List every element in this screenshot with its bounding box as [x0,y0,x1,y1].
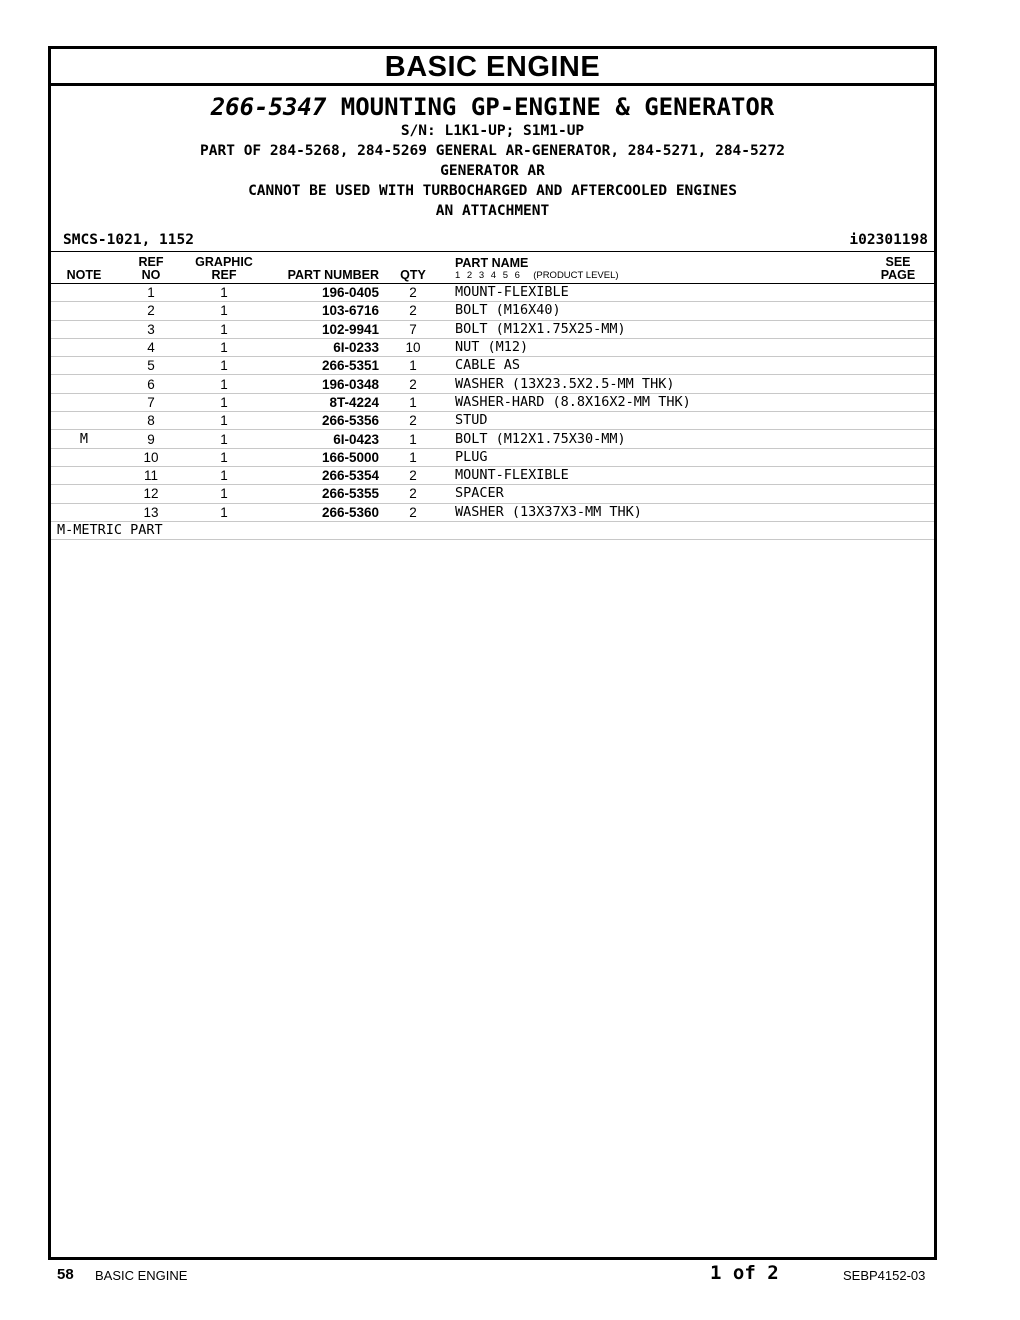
note-cell [51,302,117,320]
graphic-ref-cell: 1 [185,375,263,393]
qty-cell: 1 [379,393,447,411]
smcs-code: SMCS-1021, 1152 [63,232,194,248]
part-name-cell: BOLT (M12X1.75X25-MM) [447,320,862,338]
graphic-ref-cell: 1 [185,284,263,302]
qty-cell: 1 [379,357,447,375]
note-cell: M [51,430,117,448]
part-name-label: PART NAME [455,256,529,270]
ref-no-cell: 10 [117,448,185,466]
see-page-cell [862,284,934,302]
ref-no-cell: 2 [117,302,185,320]
part-name-cell: WASHER (13X23.5X2.5-MM THK) [447,375,862,393]
see-page-cell [862,375,934,393]
group-heading [51,86,934,221]
group-name: MOUNTING GP-ENGINE & GENERATOR [340,93,775,121]
part-number-cell: 266-5351 [263,357,379,375]
group-part-number: 266-5347 [210,93,327,121]
qty-cell: 1 [379,430,447,448]
col-part-name [447,252,862,284]
qty-cell: 2 [379,503,447,521]
note-cell [51,412,117,430]
part-number-cell: 196-0405 [263,284,379,302]
see-page-cell [862,357,934,375]
ref-no-cell: 8 [117,412,185,430]
section-title: BASIC ENGINE [51,49,934,86]
table-row [51,503,934,521]
part-name-cell: SPACER [447,485,862,503]
note-cell [51,338,117,356]
part-name-cell: MOUNT-FLEXIBLE [447,284,862,302]
page-frame [48,46,937,1260]
table-row [51,338,934,356]
see-page-cell [862,412,934,430]
ref-no-cell: 4 [117,338,185,356]
col-graphic-ref: GRAPHIC REF [185,252,263,284]
part-number-cell: 266-5356 [263,412,379,430]
see-page-cell [862,485,934,503]
smcs-row [51,229,934,252]
footnote-row [51,521,934,539]
graphic-ref-cell: 1 [185,466,263,484]
part-name-cell: STUD [447,412,862,430]
qty-cell: 7 [379,320,447,338]
part-name-cell: PLUG [447,448,862,466]
restriction-line: CANNOT BE USED WITH TURBOCHARGED AND AFTERCOOLED ENGINES [248,183,737,199]
table-row [51,284,934,302]
qty-cell: 2 [379,485,447,503]
graphic-ref-cell: 1 [185,485,263,503]
qty-cell: 2 [379,302,447,320]
ref-no-cell: 1 [117,284,185,302]
part-number-cell: 103-6716 [263,302,379,320]
ref-no-cell: 11 [117,466,185,484]
part-name-cell: WASHER (13X37X3-MM THK) [447,503,862,521]
note-cell [51,284,117,302]
qty-cell: 1 [379,448,447,466]
see-page-cell [862,430,934,448]
ref-no-cell: 9 [117,430,185,448]
note-cell [51,357,117,375]
document-id: SEBP4152-03 [843,1268,926,1283]
page-of: 1 of 2 [710,1262,779,1284]
part-name-cell: CABLE AS [447,357,862,375]
col-ref-no: REF NO [117,252,185,284]
part-name-cell: BOLT (M12X1.75X30-MM) [447,430,862,448]
attachment-line: AN ATTACHMENT [435,203,550,219]
part-number-cell: 102-9941 [263,320,379,338]
qty-cell: 10 [379,338,447,356]
part-number-cell: 6I-0233 [263,338,379,356]
table-header-row [51,252,934,284]
ref-no-cell: 13 [117,503,185,521]
page-footer [0,1262,1020,1292]
table-row [51,375,934,393]
note-cell [51,503,117,521]
see-page-cell [862,320,934,338]
part-number-cell: 8T-4224 [263,393,379,411]
part-name-cell: MOUNT-FLEXIBLE [447,466,862,484]
see-page-cell [862,393,934,411]
note-cell [51,485,117,503]
qty-cell: 2 [379,412,447,430]
see-page-cell [862,302,934,320]
table-row [51,448,934,466]
graphic-ref-cell: 1 [185,302,263,320]
table-row [51,430,934,448]
graphic-ref-cell: 1 [185,393,263,411]
part-number-cell: 266-5360 [263,503,379,521]
graphic-ref-cell: 1 [185,412,263,430]
page-number: 58 [57,1266,74,1283]
footer-section: BASIC ENGINE [95,1268,188,1283]
product-levels: 1 2 3 4 5 6 (PRODUCT LEVEL) [455,270,619,281]
part-of-line: PART OF 284-5268, 284-5269 GENERAL AR-GENERATOR, 284-5271, 284-5272 [200,143,785,159]
ref-no-cell: 6 [117,375,185,393]
qty-cell: 2 [379,466,447,484]
col-note: NOTE [51,252,117,284]
ref-no-cell: 5 [117,357,185,375]
table-row [51,320,934,338]
graphic-ref-cell: 1 [185,430,263,448]
note-cell [51,393,117,411]
part-number-cell: 266-5355 [263,485,379,503]
part-name-cell: NUT (M12) [447,338,862,356]
table-row [51,466,934,484]
part-number-cell: 196-0348 [263,375,379,393]
part-number-cell: 6I-0423 [263,430,379,448]
col-qty: QTY [379,252,447,284]
part-number-cell: 166-5000 [263,448,379,466]
part-name-cell: BOLT (M16X40) [447,302,862,320]
ref-no-cell: 7 [117,393,185,411]
qty-cell: 2 [379,375,447,393]
metric-footnote: M-METRIC PART [51,521,934,539]
note-cell [51,466,117,484]
see-page-cell [862,338,934,356]
parts-body [51,284,934,522]
col-part-number: PART NUMBER [263,252,379,284]
note-cell [51,448,117,466]
graphic-ref-cell: 1 [185,357,263,375]
parts-table [51,252,934,540]
note-cell [51,375,117,393]
generator-line: GENERATOR AR [440,163,545,179]
ref-no-cell: 12 [117,485,185,503]
part-number-cell: 266-5354 [263,466,379,484]
table-row [51,485,934,503]
part-name-cell: WASHER-HARD (8.8X16X2-MM THK) [447,393,862,411]
group-title [51,93,934,121]
serial-number-line: S/N: L1K1-UP; S1M1-UP [400,123,585,139]
illustration-id: i02301198 [849,232,928,248]
see-page-cell [862,503,934,521]
table-row [51,302,934,320]
qty-cell: 2 [379,284,447,302]
graphic-ref-cell: 1 [185,320,263,338]
see-page-cell [862,466,934,484]
see-page-cell [862,448,934,466]
note-cell [51,320,117,338]
ref-no-cell: 3 [117,320,185,338]
graphic-ref-cell: 1 [185,448,263,466]
table-row [51,393,934,411]
graphic-ref-cell: 1 [185,338,263,356]
table-row [51,412,934,430]
table-row [51,357,934,375]
col-see-page: SEE PAGE [862,252,934,284]
graphic-ref-cell: 1 [185,503,263,521]
